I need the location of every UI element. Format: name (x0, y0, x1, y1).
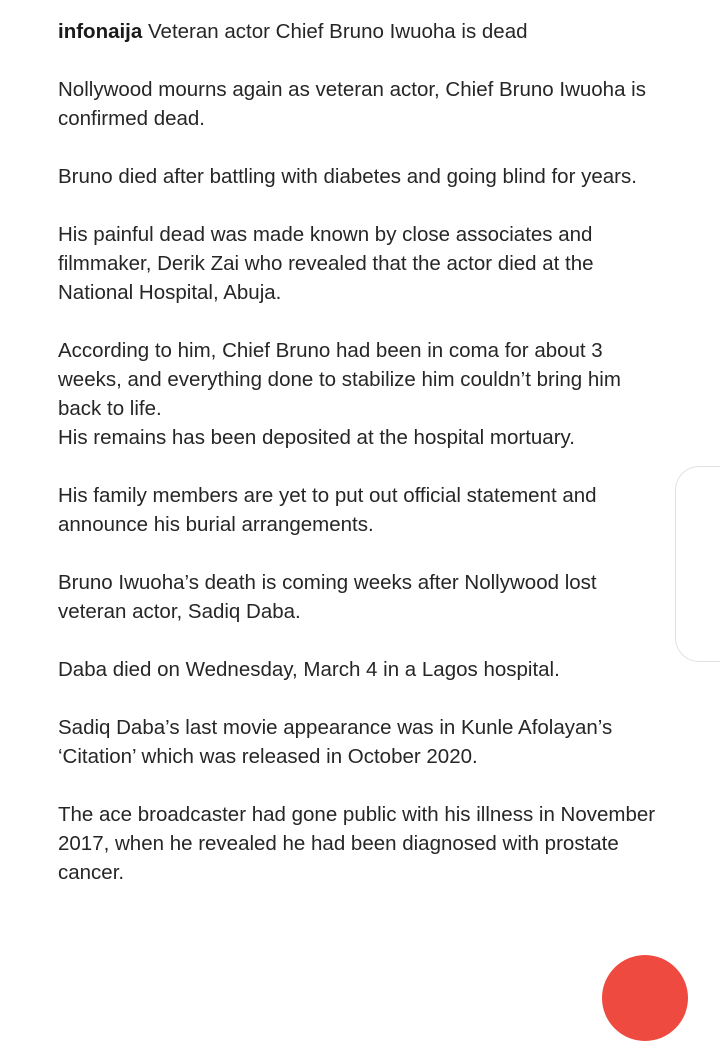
post-headline: Veteran actor Chief Bruno Iwuoha is dead (148, 20, 528, 43)
paragraph: His remains has been deposited at the hospital mortuary. (58, 426, 575, 449)
paragraph: His painful dead was made known by close associates and filmmaker, Derik Zai who revealed that the actor died at the National Hospital, Abuja. (58, 223, 594, 304)
paragraph: According to him, Chief Bruno had been in coma for about 3 weeks, and everything done to stabilize him couldn’t bring him back to life. (58, 339, 621, 420)
post-header (58, 17, 658, 46)
paragraph: Bruno Iwuoha’s death is coming weeks after Nollywood lost veteran actor, Sadiq Daba. (58, 571, 597, 623)
paragraph: His family members are yet to put out official statement and announce his burial arrangements. (58, 484, 597, 536)
paragraph: Bruno died after battling with diabetes and going blind for years. (58, 165, 637, 188)
side-panel-handle[interactable] (675, 466, 720, 662)
post-body (58, 17, 658, 916)
floating-action-button[interactable] (602, 955, 688, 1041)
paragraph: Daba died on Wednesday, March 4 in a Lagos hospital. (58, 658, 560, 681)
paragraph: Sadiq Daba’s last movie appearance was in Kunle Afolayan’s ‘Citation’ which was released in October 2020. (58, 716, 613, 768)
paragraph: Nollywood mourns again as veteran actor, Chief Bruno Iwuoha is confirmed dead. (58, 78, 646, 130)
paragraph: The ace broadcaster had gone public with his illness in November 2017, when he revealed he had been diagnosed with prostate cancer. (58, 803, 656, 884)
author-name[interactable]: infonaija (58, 20, 143, 43)
